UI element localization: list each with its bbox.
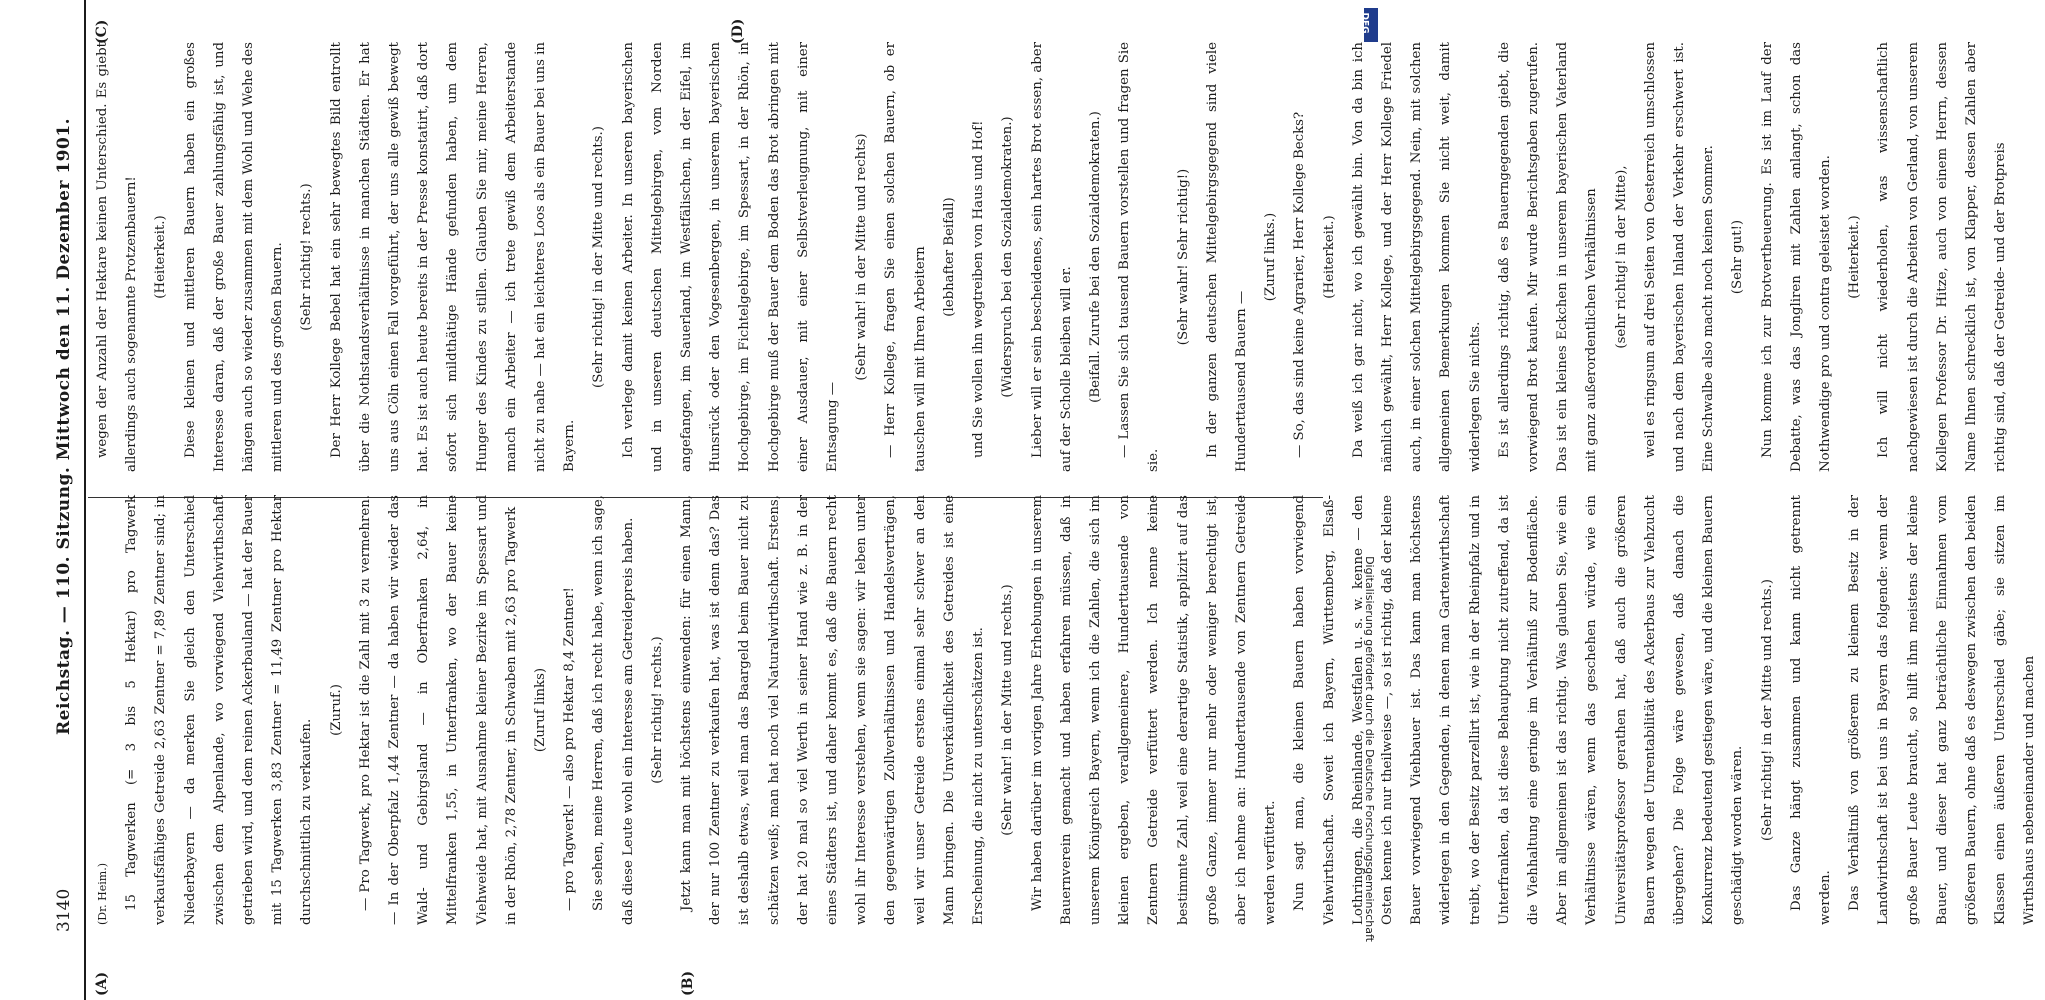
header-rule — [84, 0, 86, 1000]
speaker-label: (Dr. Heim.) — [96, 863, 109, 925]
paragraph: — Herr Kollege, fragen Sie einen solchen Bauern, ob er tauschen will mit Ihren Arbeitern — [883, 42, 928, 472]
interjection: (sehr richtig! in der Mitte), — [1613, 165, 1629, 349]
paragraph: Jetzt kann man mit höchstens einwenden: für einen Mann, der nur 100 Zentner zu verkaufen hat, was ist denn das? Das ist deshalb etwas, weil man das Baargeld beim Bauer nicht zu schätzen weiß; man hat noch viel Naturalwirthschaft. Erstens, der hat 20 mal so viel Werth in seiner Hand wie z. B. in der eines Städters ist, und daher kommt es, daß die Bauern recht wohl ihr Interesse verstehen, wenn sie sagen: wir leben unter den gegenwärtigen Zollverhältnissen und Handelsverträgen, weil wir unser Getreide erstens einmal sehr schwer an den Mann bringen. Die Unverkäuflichkeit des Getreides ist eine Erscheinung, die nicht zu unterschätzen ist. — [679, 495, 987, 925]
paragraph: weil es ringsum auf drei Seiten von Oesterreich umschlossen und nach dem bayerischen Inland der Verkehr erschwert ist. Eine Schwalbe also macht noch keinen Sommer. — [1642, 42, 1717, 472]
interjection: (Sehr richtig! rechts.) — [299, 183, 315, 331]
interjection: (Sehr gut!) — [1730, 219, 1746, 295]
paragraph: Der Herr Kollege Bebel hat ein sehr bewegtes Bild entrollt über die Nothstandsverhältnisse in manchen Städten. Er hat uns aus Cöln einen Fall vorgeführt, der uns alle gewiß bewegt hat. Es ist auch heute bereits in der Presse konstatirt, daß dort sofort sich mildthätige Hände gefunden haben, um dem Hunger des Kindes zu stillen. Glauben Sie mir, meine Herren, manch ein Arbeiter — ich trete gewiß dem Arbeiterstande nicht zu nahe — hat ein leichteres Loos als ein Bauer bei uns in Bayern. — [328, 42, 578, 472]
paragraph: — Lassen Sie sich tausend Bauern vorstellen und fragen Sie sie. — [1117, 42, 1162, 472]
right-column — [88, 42, 2009, 472]
paragraph: Das Ganze hängt zusammen und kann nicht getrennt werden. — [1788, 495, 1833, 925]
margin-mark-c: (C) — [94, 19, 110, 44]
interjection: (Sehr wahr! Sehr richtig!) — [1175, 168, 1191, 346]
paragraph: Wir haben darüber im vorigen Jahre Erhebungen in unserem Bauernverein gemacht und haben erfahren müssen, daß in unserem Königreich Bayern, wenn ich die Zahlen, die sich im kleinen ergeben, verallgemeinere, Hunderttausende von Zentnern Getreide verfüttert werden. Ich nenne keine bestimmte Zahl, weil eine derartige Statistik, applizirt auf das große Ganze, immer nur mehr oder weniger berechtigt ist, aber ich nehme an: Hunderttausende von Zentnern Getreide werden verfüttert. — [1029, 495, 1279, 925]
interjection: (Zuruf links.) — [1263, 212, 1279, 302]
paragraph: Ich will nicht wiederholen, was wissenschaftlich nachgewiesen ist durch die Arbeiten von Gerland, von unserem Kollegen Professor Dr. Hitze, auch von einem Herrn, dessen Name Ihnen schrecklich ist, von Klapper, dessen Zahlen aber richtig sind, daß der Getreide- und der Brotpreis — [1876, 42, 2009, 472]
paragraph: und Sie wollen ihn wegtreiben von Haus und Hof! — [971, 120, 987, 458]
interjection: (Beifall. Zurufe bei den Sozialdemokraten.) — [1087, 111, 1103, 403]
paragraph: Das Verhältniß von größerem zu kleinem Besitz in der Landwirthschaft ist bei uns in Bayern das folgende: wenn der große Bauer Leute braucht, so hilft ihm meistens der kleine Bauer, und dieser hat ganz beträchtliche Einnahmen vom größeren Bauern, ohne daß es deswegen zwischen den beiden Klassen einen äußeren Unterschied gäbe; sie sitzen im Wirthshaus nebeneinander und machen — [1847, 495, 2038, 925]
paragraph: wegen der Anzahl der Hektare keinen Unterschied. Es giebt allerdings auch sogenannte Protzenbauern! — [95, 42, 140, 472]
interjection: (Zuruf links) — [533, 667, 549, 753]
paragraph: — So, das sind keine Agrarier, Herr Kollege Becks? — [1292, 111, 1308, 458]
paragraph: In der ganzen deutschen Mittelgebirgsgegend sind viele Hunderttausend Bauern — — [1204, 42, 1249, 472]
margin-mark-b: (B) — [680, 970, 696, 996]
paragraph: Nun komme ich zur Brotvertheuerung. Es ist im Lauf der Debatte, was das Jongliren mit Zahlen anlangt, schon das Nothwendige pro und contra geleistet worden. — [1759, 42, 1833, 472]
paragraph: Nun sagt man, die kleinen Bauern haben vorwiegend Viehwirthschaft. Soweit ich Bayern, Württemberg, Elsaß-Lothringen, die Rheinlande, Westfalen u. s. w. kenne — den Osten kenne ich nur theilweise —, so ist richtig, daß der kleine Bauer vorwiegend Viehbauer ist. Das kann man höchstens widerlegen in den Gegenden, in denen man Gartenwirthschaft treibt, wo der Besitz parzellirt ist, wie in der Rheinpfalz und in Unterfranken, da ist diese Behauptung nicht zutreffend, da ist die Viehhaltung eine geringe im Verhältniß zur Bodenfläche. Aber im allgemeinen ist das richtig. Was glauben Sie, wie ein Verhältnisse wären, wenn das geschehen würde, wie ein Universitätsprofessor gerathen hat, daß auch die größeren Bauern wegen der Unrentabilität des Ackerbaus zur Viehzucht übergehen? Die Folge wäre gewesen, daß danach die Konkurrenz bedeutend gestiegen wäre, und die kleinen Bauern geschädigt worden wären. — [1292, 495, 1746, 925]
interjection: (Sehr richtig! rechts.) — [649, 636, 665, 784]
page-number: 3140 — [54, 888, 74, 932]
margin-mark-a: (A) — [94, 971, 110, 996]
interjection: (Sehr wahr! in der Mitte und rechts) — [854, 133, 870, 381]
interjection: (Widerspruch bei den Sozialdemokraten.) — [1000, 116, 1016, 398]
paragraph: Ich verlege damit keinen Arbeiter. In unseren bayerischen und in unseren deutschen Mittelgebirgen, vom Norden angefangen, im Sauerland, im Westfälischen, in der Eifel, im Hunsrück oder den Vogesenbergen, in unserem bayerischen Hochgebirge, im Fichtelgebirge, im Spessart, in der Rhön, in Hochgebirge muß der Bauer dem Boden das Brot abringen mit einer Ausdauer, mit einer Selbstverleugnung, mit einer Entsagung — — [620, 42, 841, 472]
paragraph: — Pro Tagwerk, pro Hektar ist die Zahl mit 3 zu vermehren. — In der Oberpfalz 1,44 Zentner — da haben wir wieder das Wald- und Gebirgsland — in Oberfranken 2,64, in Mittelfranken 1,55, in Unterfranken, wo der Bauer keine Viehweide hat, mit Ausnahme kleiner Bezirke im Spessart und in der Rhön, 2,78 Zentner, in Schwaben mit 2,63 pro Tagwerk — [357, 495, 519, 925]
margin-mark-d: (D) — [730, 18, 746, 44]
interjection: (Sehr richtig! in der Mitte und rechts.) — [1759, 579, 1775, 841]
interjection: (Sehr richtig! in der Mitte und rechts.) — [591, 126, 607, 388]
paragraph: — pro Tagwerk! — also pro Hektar 8,4 Zentner! — [562, 587, 578, 911]
interjection: (Heiterkeit.) — [153, 215, 169, 299]
paragraph: Lieber will er sein bescheidenes, sein hartes Brot essen, aber auf der Scholle bleiben will er. — [1029, 42, 1074, 472]
interjection: (Heiterkeit.) — [1847, 215, 1863, 299]
digitization-credit — [1356, 0, 1382, 1000]
paragraph: Es ist allerdings richtig, daß es Bauerngegenden giebt, die vorwiegend Brot kaufen. Mir wurde Berichtsgaben zugerufen. Das ist ein kleines Eckchen in unserem bayerischen Vaterland mit ganz außerordentlichen Verhältnissen — [1496, 42, 1600, 472]
interjection: (Zuruf.) — [328, 684, 344, 736]
paragraph: 15 Tagwerken (= 3 bis 5 Hektar) pro Tagwerk verkaufsfähiges Getreide 2,63 Zentner = 7,89 Zentner sind; in Niederbayern — da merken Sie gleich den Unterschied zwischen dem Alpenlande, wo vorwiegend Viehwirthschaft getrieben wird, und dem reinen Ackerbauland — hat der Bauer mit 15 Tagwerken 3,83 Zentner = 11,49 Zentner pro Hektar durchschnittlich zu verkaufen. — [124, 495, 315, 925]
dfg-logo: DFG — [1364, 8, 1378, 42]
interjection: (Heiterkeit.) — [1321, 215, 1337, 299]
paragraph: Diese kleinen und mittleren Bauern haben ein großes Interesse daran, daß der große Bauer zahlungsfähig ist, und hängen auch so wieder zusammen mit dem Wohl und Wehe des mittleren und des großen Bauern. — [182, 42, 286, 472]
paragraph: Sie sehen, meine Herren, daß ich recht habe, wenn ich sage, daß diese Leute wohl ein Interesse am Getreidepreis haben. — [591, 495, 636, 925]
interjection: (lebhafter Beifall) — [941, 197, 957, 317]
interjection: (Sehr wahr! in der Mitte und rechts.) — [1000, 584, 1016, 836]
page-header-title: Reichstag. — 110. Sitzung. Mittwoch den 11. Dezember 1901. — [54, 117, 74, 735]
paragraph: Da weiß ich gar nicht, wo ich gewählt bin. Von da bin ich nämlich gewählt, Herr Kollege, und der Herr Kollege Friedel auch, in einer solchen Mittelgebirgsgegend. Nein, mit solchen allgemeinen Bemerkungen kommen Sie nicht weit, damit widerlegen Sie nichts. — [1350, 42, 1483, 472]
digitization-credit-text: Digitalisierung gefördert durch die Deutsche Forschungsgemeinschaft — [1363, 556, 1376, 942]
